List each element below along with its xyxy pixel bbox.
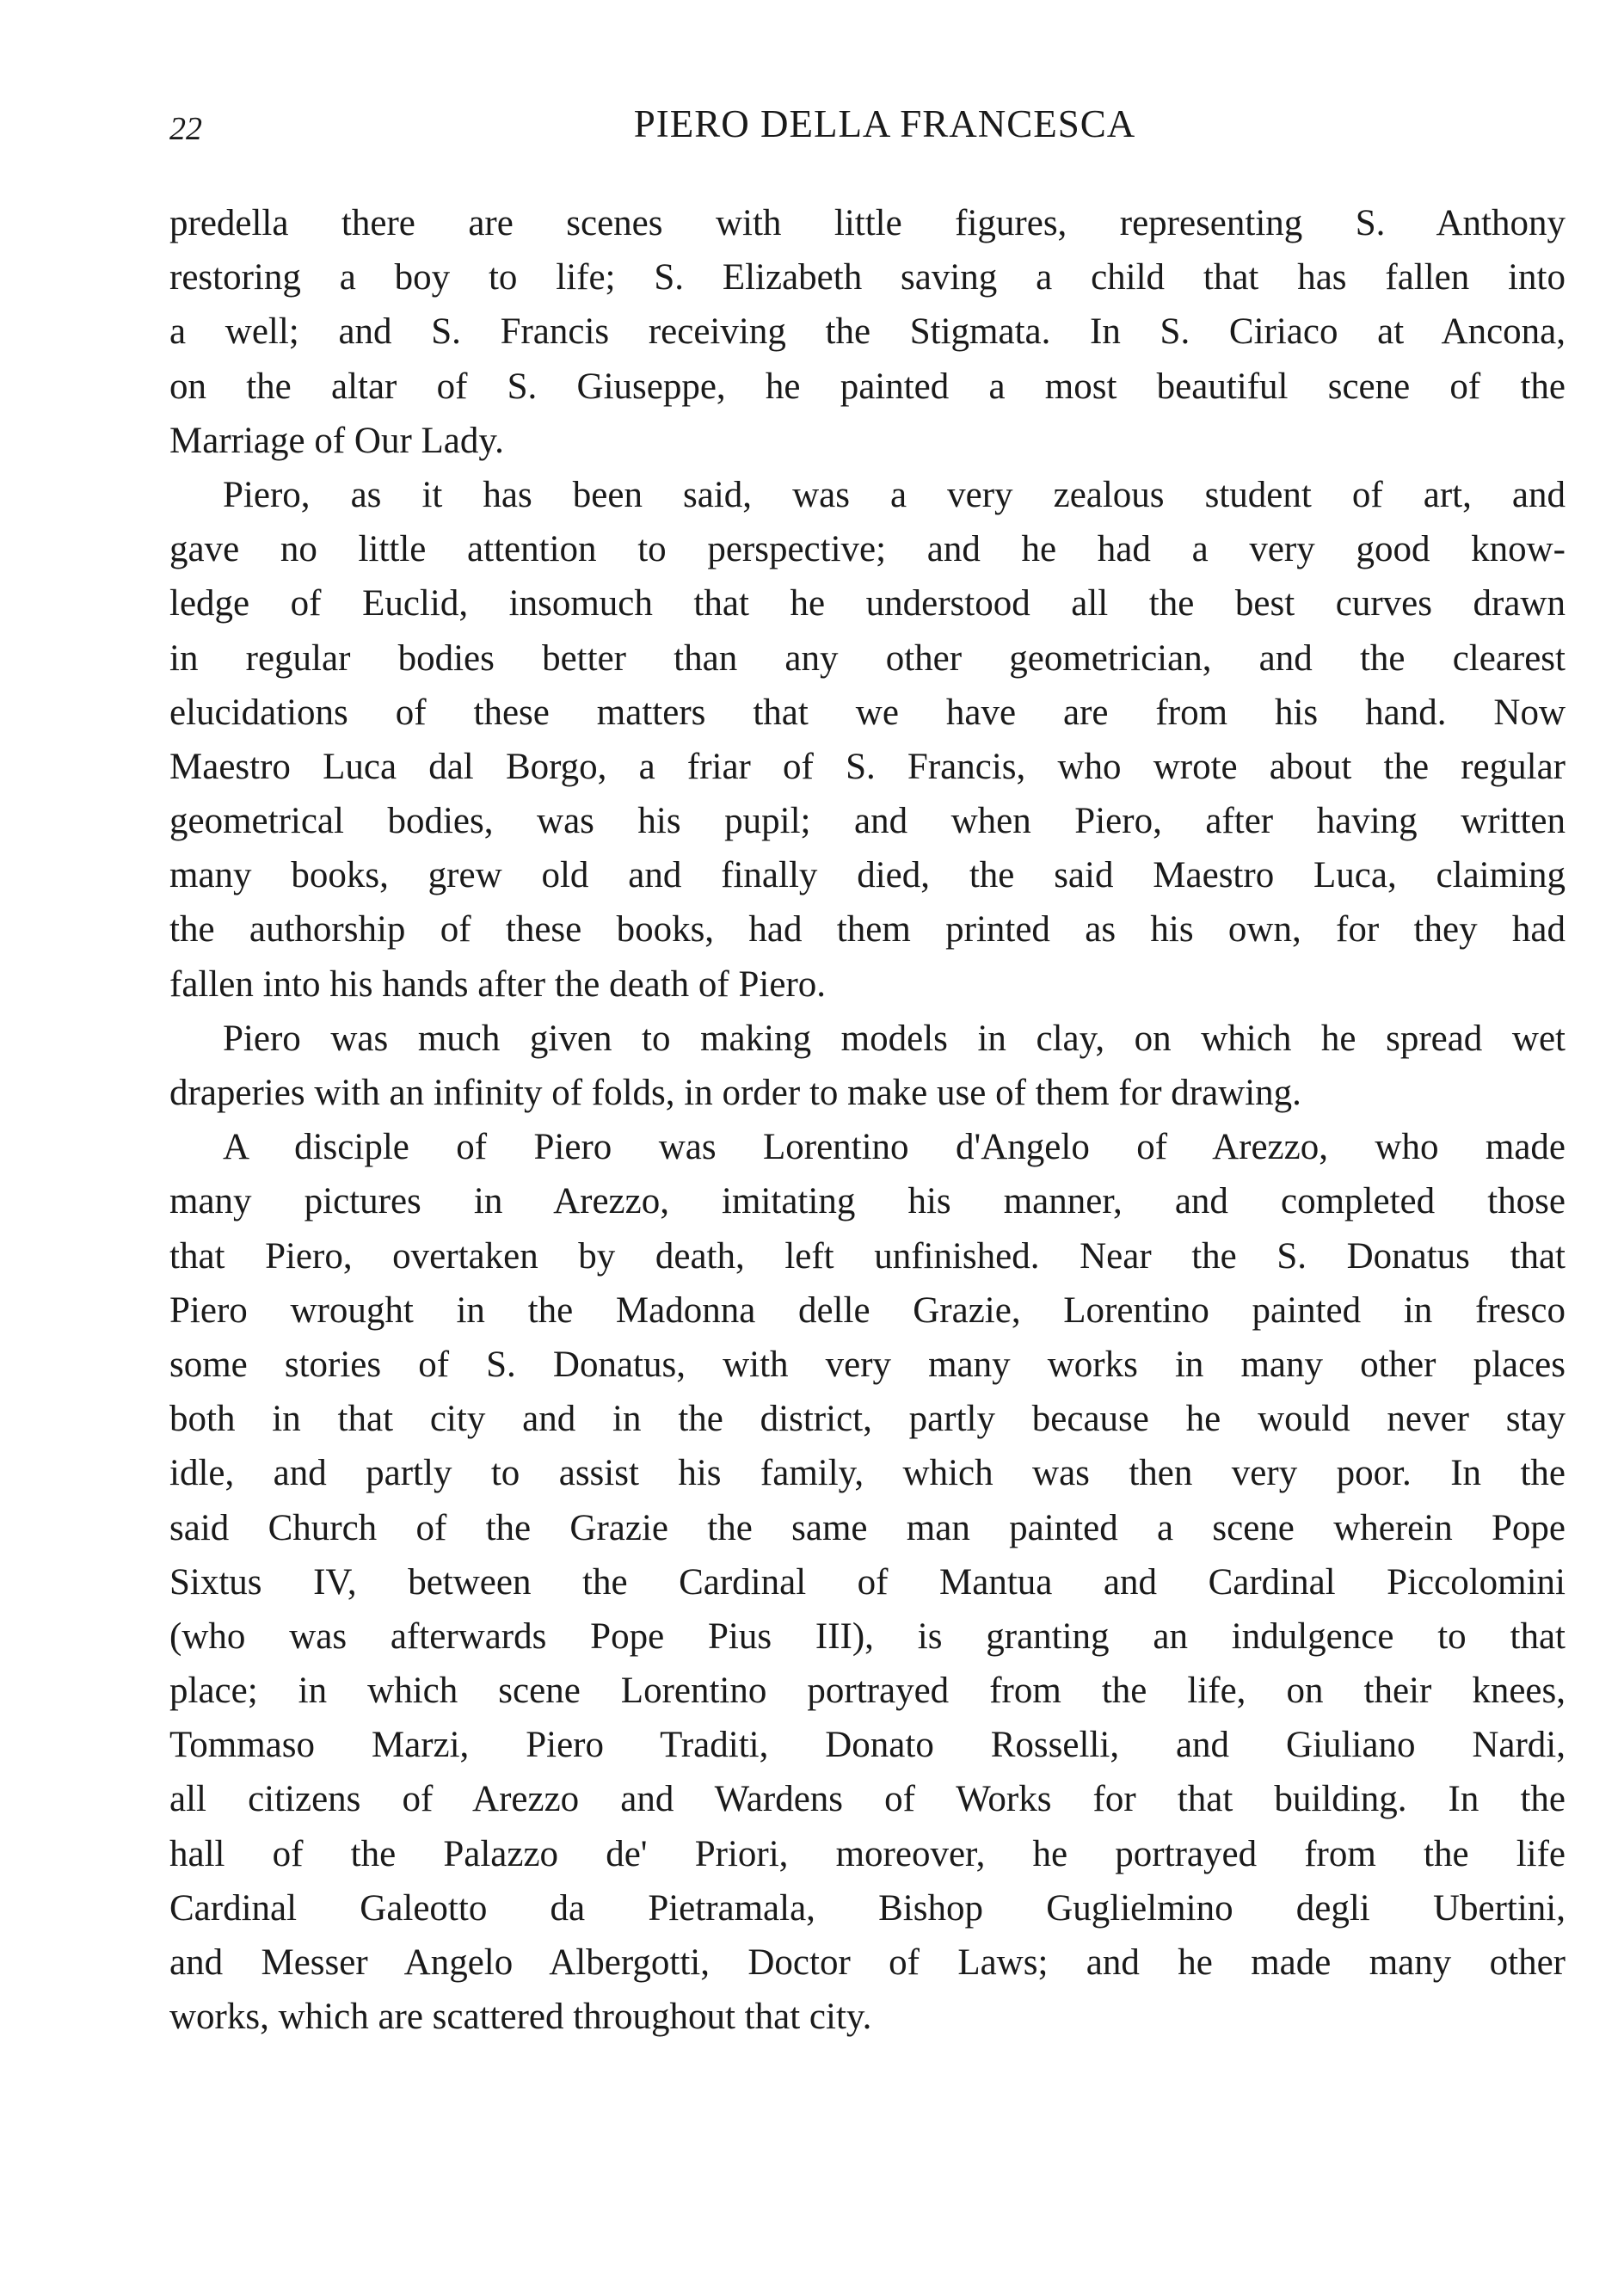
text-line: fallen into his hands after the death of Piero. <box>169 963 827 1005</box>
text-line: Cardinal Galeotto da Pietramala, Bishop Guglielmino degli Ubertini, <box>169 1887 1566 1929</box>
text-line: place; in which scene Lorentino portrayed from the life, on their knees, <box>169 1671 1566 1712</box>
page-number: 22 <box>169 111 202 147</box>
text-line: on the altar of S. Giuseppe, he painted a most beautiful scene of the <box>169 366 1566 407</box>
text-line: predella there are scenes with little figures, representing S. Anthony <box>169 203 1566 243</box>
text-line: and Messer Angelo Albergotti, Doctor of Laws; and he made many other <box>169 1942 1566 1983</box>
text-line: Piero, as it has been said, was a very zealous student of art, and <box>223 474 1566 515</box>
text-line: ledge of Euclid, insomuch that he understood all the best curves drawn <box>169 583 1566 625</box>
text-line: A disciple of Piero was Lorentino d'Angelo of Arezzo, who made <box>223 1127 1566 1168</box>
text-line: Piero was much given to making models in clay, on which he spread wet <box>223 1018 1566 1059</box>
running-title: PIERO DELLA FRANCESCA <box>633 102 1136 145</box>
text-line: elucidations of these matters that we have are from his hand. Now <box>169 692 1566 733</box>
text-line: all citizens of Arezzo and Wardens of Works for that building. In the <box>169 1779 1566 1820</box>
text-line: Maestro Luca dal Borgo, a friar of S. Francis, who wrote about the regular <box>169 746 1566 787</box>
text-line: Piero wrought in the Madonna delle Grazie, Lorentino painted in fresco <box>169 1289 1566 1331</box>
body-text <box>169 196 1566 2044</box>
text-line: idle, and partly to assist his family, which was then very poor. In the <box>169 1453 1566 1494</box>
text-line: both in that city and in the district, partly because he would never stay <box>169 1399 1566 1440</box>
text-line: hall of the Palazzo de' Priori, moreover, he portrayed from the life <box>169 1833 1566 1874</box>
text-line: restoring a boy to life; S. Elizabeth saving a child that has fallen into <box>169 257 1566 298</box>
text-line: Marriage of Our Lady. <box>169 420 504 461</box>
text-line: some stories of S. Donatus, with very many works in many other places <box>169 1344 1566 1385</box>
text-line: in regular bodies better than any other geometrician, and the clearest <box>169 637 1566 679</box>
text-line: works, which are scattered throughout that city. <box>169 1997 872 2038</box>
text-line: draperies with an infinity of folds, in order to make use of them for drawing. <box>169 1073 1301 1113</box>
text-line: many books, grew old and finally died, the said Maestro Luca, claiming <box>169 855 1566 896</box>
text-line: many pictures in Arezzo, imitating his manner, and completed those <box>169 1181 1566 1222</box>
page-header <box>169 102 1566 153</box>
text-line: a well; and S. Francis receiving the Stigmata. In S. Ciriaco at Ancona, <box>169 311 1566 353</box>
text-line: that Piero, overtaken by death, left unfinished. Near the S. Donatus that <box>169 1235 1566 1277</box>
text-line: (who was afterwards Pope Pius III), is granting an indulgence to that <box>169 1615 1566 1657</box>
text-line: geometrical bodies, was his pupil; and when Piero, after having written <box>169 801 1566 842</box>
text-line: said Church of the Grazie the same man painted a scene wherein Pope <box>169 1507 1566 1548</box>
text-line: gave no little attention to perspective; and he had a very good know- <box>169 529 1566 570</box>
text-line: the authorship of these books, had them printed as his own, for they had <box>169 909 1566 951</box>
text-line: Sixtus IV, between the Cardinal of Mantua and Cardinal Piccolomini <box>169 1561 1566 1603</box>
text-line: Tommaso Marzi, Piero Traditi, Donato Rosselli, and Giuliano Nardi, <box>169 1725 1566 1766</box>
